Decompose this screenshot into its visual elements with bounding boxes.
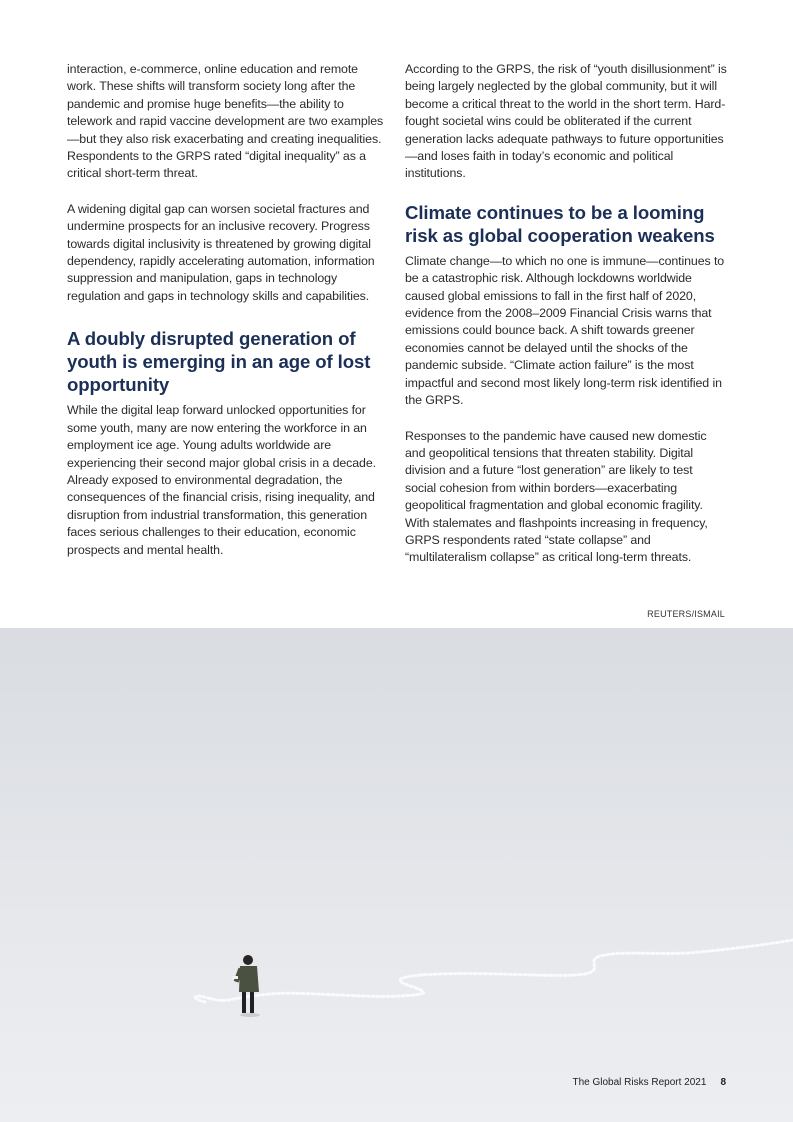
climate-section-heading: Climate continues to be a looming risk as global cooperation weakens <box>405 201 715 246</box>
left-paragraph-1: interaction, e-commerce, online education and remote work. These shifts will transform society long after the pandemic and promise huge benefits—the ability to telework and rapid vaccine development are two examples—but they also risk exacerbating and creating inequalities. Respondents to the GRPS rated “digital inequality” as a critical short-term threat. <box>67 62 384 181</box>
youth-section-heading: A doubly disrupted generation of youth is emerging in an age of lost opportunity <box>67 328 371 396</box>
photo-credit: REUTERS/ISMAIL <box>647 609 725 619</box>
snow-background <box>0 628 793 1122</box>
right-column <box>405 61 727 585</box>
snow-field-photo <box>0 628 793 1122</box>
snow-field-illustration <box>0 628 793 1122</box>
page-number: 8 <box>720 1077 726 1088</box>
right-paragraph-3: Responses to the pandemic have caused new domestic and geopolitical tensions that threaten stability. Digital division and a future “lost generation” are likely to test social cohesion from within borders—exacerbating geopolitical fragmentation and global economic fragility. With stalemates and flashpoints increasing in frequency, GRPS respondents rated “state collapse” and “multilateralism collapse” as critical long-term threats. <box>405 428 708 565</box>
page-footer <box>0 1077 726 1088</box>
left-paragraph-2: A widening digital gap can worsen societal fractures and undermine prospects for an inclusive recovery. Progress towards digital inclusivity is threatened by growing digital dependency, rapidly accelerating automation, information suppression and manipulation, gaps in technology regulation and gaps in technology skills and capabilities. <box>67 201 375 303</box>
person-shadow <box>240 1013 260 1017</box>
right-paragraph-2: Climate change—to which no one is immune—continues to be a catastrophic risk. Although lockdowns worldwide caused global emissions to fall in the first half of 2020, evidence from the 2008–2009 Financial Crisis warns that emissions could bounce back. A shift towards greener economies cannot be delayed until the shocks of the pandemic subside. “Climate action failure” is the most impactful and second most likely long-term risk identified in the GRPS. <box>405 253 725 408</box>
right-paragraph-1: According to the GRPS, the risk of “youth disillusionment” is being largely neglected by the global community, but it will become a critical threat to the world in the short term. Hard-fought societal wins could be obliterated if the current generation lacks adequate pathways to future opportunities—and loses faith in today’s economic and political institutions. <box>405 62 727 181</box>
left-column <box>67 61 389 577</box>
report-title: The Global Risks Report 2021 <box>572 1077 707 1088</box>
left-paragraph-3: While the digital leap forward unlocked opportunities for some youth, many are now entering the workforce in an employment ice age. Young adults worldwide are experiencing their second major global crisis in a decade. Already exposed to environmental degradation, the consequences of the financial crisis, rising inequality, and disruption from industrial transformation, this generation faces serious challenges to their education, economic prospects and mental health. <box>67 403 376 557</box>
